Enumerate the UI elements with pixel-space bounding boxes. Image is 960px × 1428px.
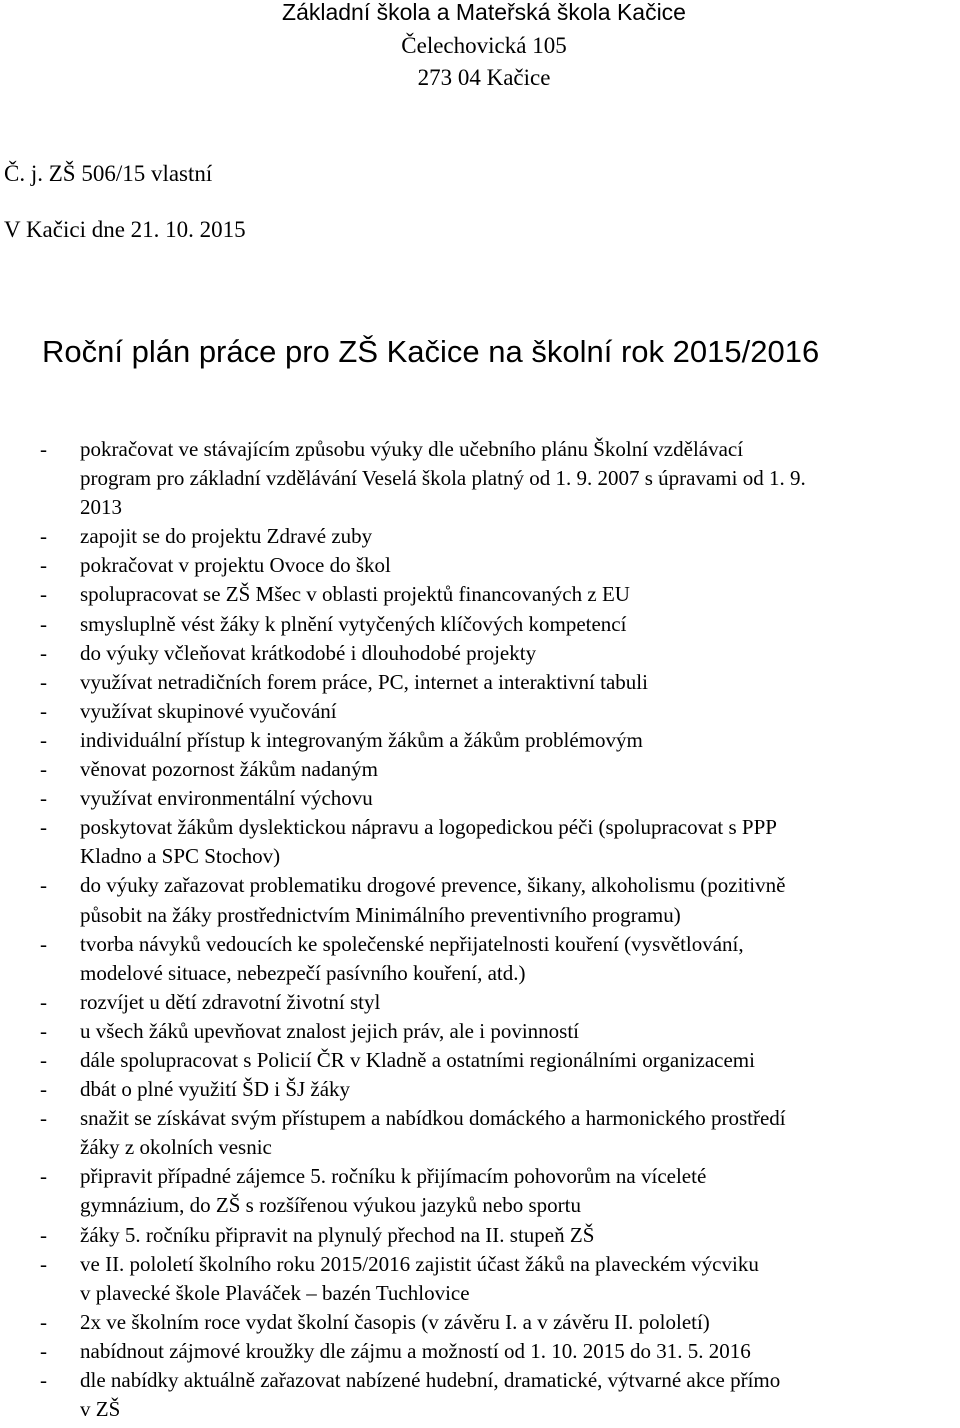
plan-item-line: snažit se získávat svým přístupem a nabídkou domáckého a harmonického prostředí: [80, 1106, 786, 1131]
bullet-dash: -: [40, 1338, 47, 1363]
plan-item: [0, 435, 960, 522]
plan-item: [0, 784, 960, 813]
plan-item-line: rozvíjet u dětí zdravotní životní styl: [80, 989, 381, 1014]
plan-item: [0, 1250, 960, 1308]
plan-item-line: do výuky včleňovat krátkodobé i dlouhodobé projekty: [80, 640, 537, 665]
plan-item-line: v plavecké škole Plaváček – bazén Tuchlovice: [80, 1280, 470, 1305]
bullet-dash: -: [40, 1047, 47, 1072]
plan-item-line: individuální přístup k integrovaným žákům a žákům problémovým: [80, 727, 643, 752]
plan-item-line: spolupracovat se ZŠ Mšec v oblasti projektů financovaných z EU: [80, 582, 630, 607]
plan-item-line: využívat netradičních forem práce, PC, internet a interaktivní tabuli: [80, 669, 648, 694]
plan-item-line: věnovat pozornost žákům nadaným: [80, 757, 378, 782]
plan-item-line: využívat skupinové vyučování: [80, 698, 337, 723]
plan-item: [0, 1046, 960, 1075]
plan-item: [0, 697, 960, 726]
plan-item-line: dle nabídky aktuálně zařazovat nabízené hudební, dramatické, výtvarné akce přímo: [80, 1368, 781, 1392]
bullet-dash: -: [40, 1077, 47, 1102]
plan-item: [0, 610, 960, 639]
plan-item: [0, 988, 960, 1017]
bullet-dash: -: [40, 553, 47, 578]
bullet-dash: -: [40, 931, 47, 956]
school-city: 273 04 Kačice: [417, 65, 551, 90]
plan-item-line: zapojit se do projektu Zdravé zuby: [80, 524, 373, 549]
plan-item: [0, 551, 960, 580]
plan-item-line: 2x ve školním roce vydat školní časopis (v závěru I. a v závěru II. pololetí): [80, 1309, 710, 1334]
document-title: Roční plán práce pro ZŠ Kačice na školní rok 2015/2016: [42, 334, 820, 369]
plan-item-line: nabídnout zájmové kroužky dle zájmu a možností od 1. 10. 2015 do 31. 5. 2016: [80, 1338, 751, 1363]
bullet-dash: -: [40, 524, 47, 549]
plan-item: [0, 813, 960, 871]
plan-item: [0, 1075, 960, 1104]
plan-item: [0, 1104, 960, 1162]
plan-item-line: Kladno a SPC Stochov): [80, 844, 281, 869]
plan-item-line: působit na žáky prostřednictvím Minimálního preventivního programu): [80, 902, 681, 927]
plan-list: [0, 435, 960, 1424]
bullet-dash: -: [40, 873, 47, 898]
bullet-dash: -: [40, 1018, 47, 1043]
plan-item: [0, 930, 960, 988]
bullet-dash: -: [40, 698, 47, 723]
bullet-dash: -: [40, 640, 47, 665]
plan-item-line: pokračovat ve stávajícím způsobu výuky dle učebního plánu Školní vzdělávací: [80, 437, 744, 461]
plan-item: [0, 668, 960, 697]
plan-item-line: u všech žáků upevňovat znalost jejich práv, ale i povinností: [80, 1018, 579, 1043]
plan-item: [0, 1337, 960, 1366]
plan-item-line: využívat environmentální výchovu: [80, 786, 373, 811]
plan-item: [0, 522, 960, 551]
bullet-dash: -: [40, 1106, 47, 1131]
school-street: Čelechovická 105: [401, 33, 567, 58]
plan-item-line: žáky 5. ročníku připravit na plynulý přechod na II. stupeň ZŠ: [80, 1222, 595, 1247]
bullet-dash: -: [40, 437, 47, 461]
plan-item-line: gymnázium, do ZŠ s rozšířenou výukou jazyků nebo sportu: [80, 1193, 582, 1218]
plan-item-line: pokračovat v projektu Ovoce do škol: [80, 553, 391, 578]
plan-item: [0, 1308, 960, 1337]
bullet-dash: -: [40, 669, 47, 694]
bullet-dash: -: [40, 757, 47, 782]
letterhead: [0, 0, 960, 93]
plan-item-line: dále spolupracovat s Policií ČR v Kladně a ostatními regionálními organizacemi: [80, 1047, 755, 1072]
plan-item: [0, 1221, 960, 1250]
plan-item: [0, 871, 960, 929]
bullet-dash: -: [40, 1164, 47, 1189]
bullet-dash: -: [40, 582, 47, 607]
bullet-dash: -: [40, 989, 47, 1014]
bullet-dash: -: [40, 1368, 47, 1392]
bullet-dash: -: [40, 786, 47, 811]
plan-item-line: ve II. pololetí školního roku 2015/2016 zajistit účast žáků na plaveckém výcviku: [80, 1251, 759, 1276]
plan-item-line: připravit případné zájemce 5. ročníku k přijímacím pohovorům na víceleté: [80, 1164, 707, 1189]
bullet-dash: -: [40, 1251, 47, 1276]
plan-item: [0, 1162, 960, 1220]
plan-item: [0, 580, 960, 609]
plan-item-line: dbát o plné využití ŠD i ŠJ žáky: [80, 1077, 351, 1102]
plan-item-line: program pro základní vzdělávání Veselá škola platný od 1. 9. 2007 s úpravami od 1. 9.: [80, 466, 806, 491]
bullet-dash: -: [40, 1309, 47, 1334]
plan-item-line: modelové situace, nebezpečí pasívního kouření, atd.): [80, 960, 526, 985]
bullet-dash: -: [40, 611, 47, 636]
plan-item-line: 2013: [80, 495, 122, 520]
plan-item-line: tvorba návyků vedoucích ke společenské nepřijatelnosti kouření (vysvětlování,: [80, 931, 744, 956]
date-line: V Kačici dne 21. 10. 2015: [4, 217, 246, 242]
plan-item: [0, 1017, 960, 1046]
plan-item: [0, 639, 960, 668]
plan-item-line: poskytovat žákům dyslektickou nápravu a logopedickou péči (spolupracovat s PPP: [80, 815, 777, 840]
plan-item: [0, 726, 960, 755]
bullet-dash: -: [40, 727, 47, 752]
plan-item: [0, 1366, 960, 1424]
reference-number: Č. j. ZŠ 506/15 vlastní: [4, 161, 213, 186]
plan-item-line: v ZŠ: [80, 1397, 121, 1422]
plan-item-line: smysluplně vést žáky k plnění vytyčených klíčových kompetencí: [80, 611, 627, 636]
plan-item: [0, 755, 960, 784]
plan-item-line: žáky z okolních vesnic: [80, 1135, 272, 1160]
bullet-dash: -: [40, 815, 47, 840]
school-name: Základní škola a Mateřská škola Kačice: [282, 0, 686, 25]
bullet-dash: -: [40, 1222, 47, 1247]
plan-item-line: do výuky zařazovat problematiku drogové prevence, šikany, alkoholismu (pozitivně: [80, 873, 786, 898]
